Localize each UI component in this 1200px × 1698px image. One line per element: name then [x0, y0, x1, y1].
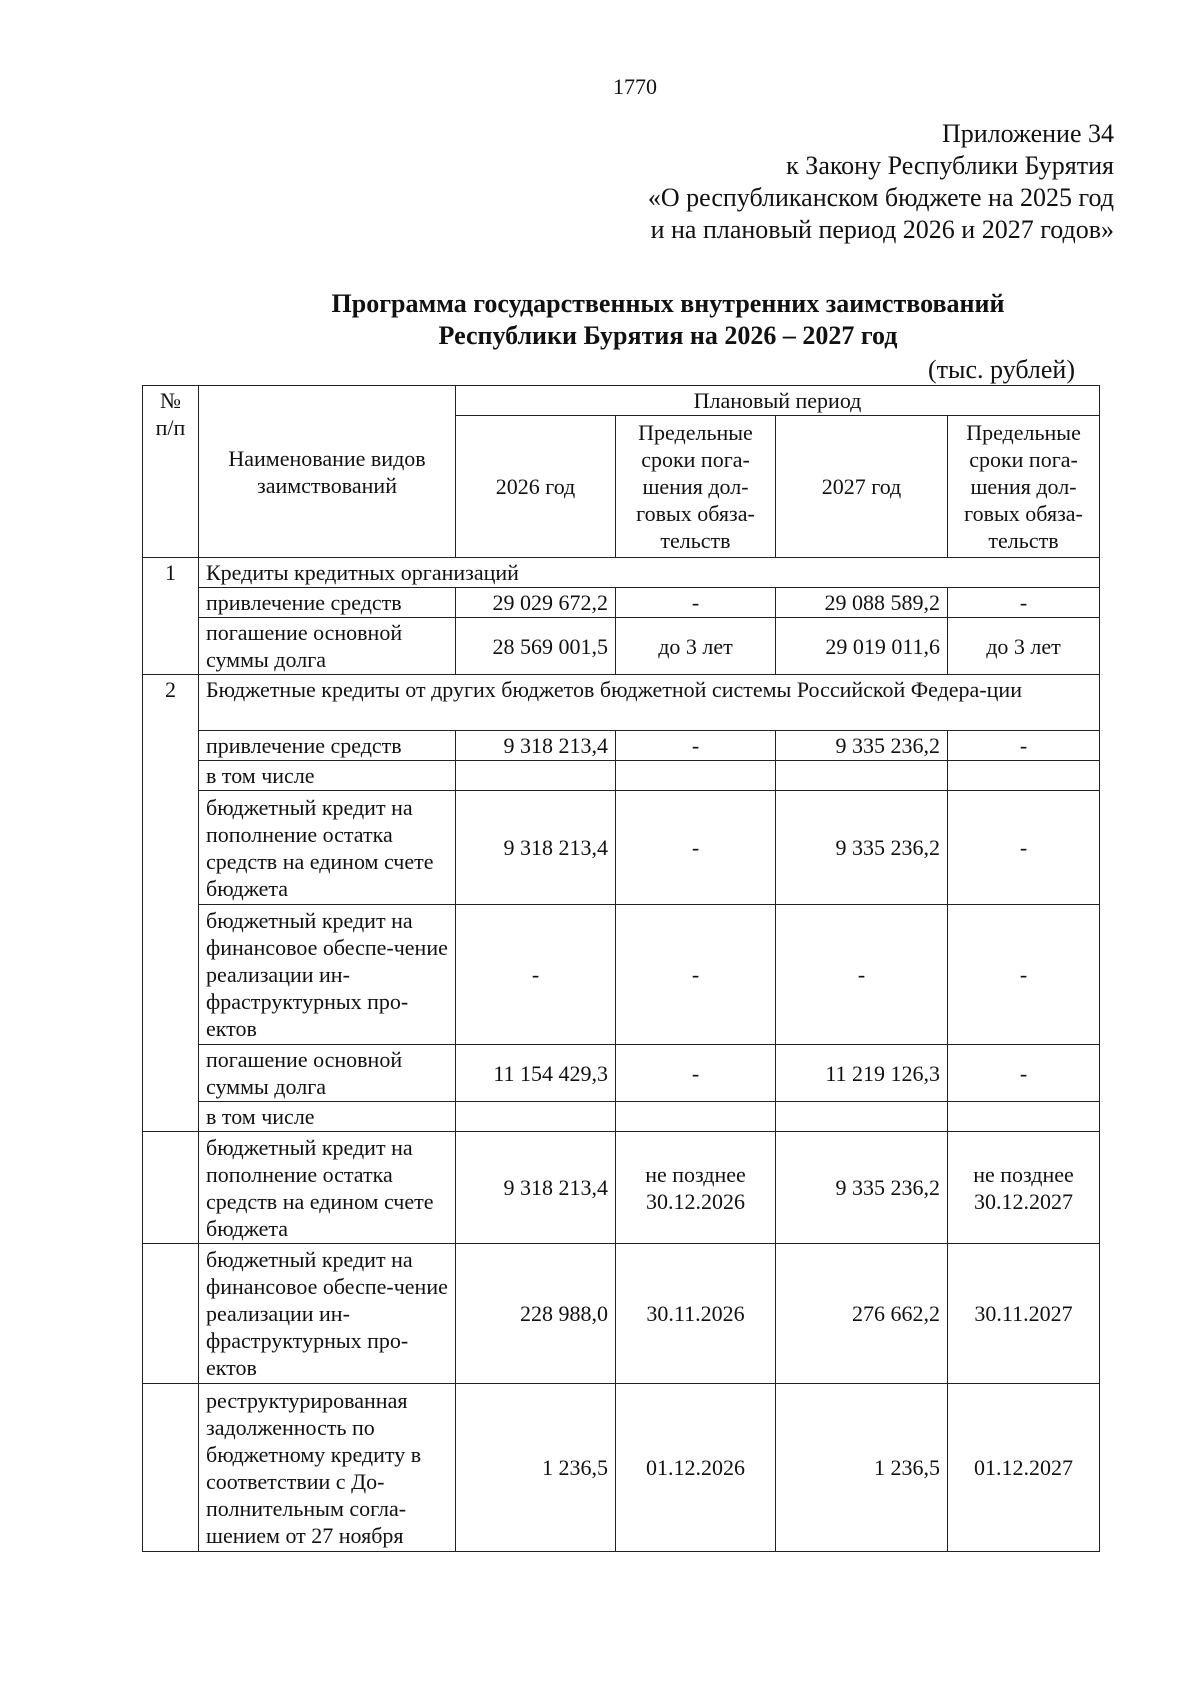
term-2026: до 3 лет	[616, 618, 776, 675]
header-year-2026: 2026 год	[456, 416, 616, 558]
term-2027: не позднее 30.12.2027	[948, 1132, 1100, 1244]
row-number-empty	[143, 1132, 199, 1244]
value-2026: 11 154 429,3	[456, 1045, 616, 1102]
table-row	[143, 731, 1100, 761]
value-2027: 9 335 236,2	[776, 731, 948, 761]
row-name: привлечение средств	[199, 588, 456, 618]
value-2027: 29 019 011,6	[776, 618, 948, 675]
table-row	[143, 761, 1100, 791]
term-2027: 30.11.2027	[948, 1244, 1100, 1384]
term-2026: 30.11.2026	[616, 1244, 776, 1384]
row-name: погашение основной суммы долга	[199, 618, 456, 675]
term-2026: -	[616, 588, 776, 618]
header-name: Наименование видов заимствований	[199, 386, 456, 558]
section-title: Кредиты кредитных организаций	[199, 558, 1100, 588]
value-2026	[456, 761, 616, 791]
table-row	[143, 1045, 1100, 1102]
value-2027: -	[776, 905, 948, 1045]
term-2027: до 3 лет	[948, 618, 1100, 675]
value-2027: 1 236,5	[776, 1384, 948, 1552]
term-2026: -	[616, 1045, 776, 1102]
document-title	[0, 288, 1200, 352]
row-name: в том числе	[199, 1102, 456, 1132]
annex-line-3: «О республиканском бюджете на 2025 год	[647, 183, 1114, 212]
term-2027: 01.12.2027	[948, 1384, 1100, 1552]
header-year-2027: 2027 год	[776, 416, 948, 558]
value-2026: 9 318 213,4	[456, 731, 616, 761]
value-2026: -	[456, 905, 616, 1045]
title-line-2: Республики Бурятия на 2026 – 2027 год	[438, 321, 898, 350]
row-name: бюджетный кредит на пополнение остатка средств на едином счете бюджета	[199, 791, 456, 905]
term-2026	[616, 761, 776, 791]
annex-reference	[648, 118, 1114, 246]
title-line-1: Программа государственных внутренних заимствований	[331, 289, 1005, 318]
term-2027: -	[948, 791, 1100, 905]
term-2027: -	[948, 731, 1100, 761]
term-2026: 01.12.2026	[616, 1384, 776, 1552]
row-name: бюджетный кредит на финансовое обеспе-чение реализации ин-фраструктурных про-ектов	[199, 905, 456, 1045]
term-2027: -	[948, 1045, 1100, 1102]
value-2026	[456, 1102, 616, 1132]
section-title: Бюджетные кредиты от других бюджетов бюджетной системы Российской Федера-ции	[199, 675, 1100, 731]
table-row	[143, 1244, 1100, 1384]
value-2027: 276 662,2	[776, 1244, 948, 1384]
header-term-2026: Предельные сроки пога-шения дол-говых обяза-тельств	[616, 416, 776, 558]
table-row	[143, 1102, 1100, 1132]
value-2026: 9 318 213,4	[456, 791, 616, 905]
value-2027: 9 335 236,2	[776, 791, 948, 905]
table-row	[143, 1384, 1100, 1552]
row-name: привлечение средств	[199, 731, 456, 761]
annex-line-4: и на плановый период 2026 и 2027 годов»	[650, 215, 1114, 244]
term-2027: -	[948, 588, 1100, 618]
value-2027	[776, 761, 948, 791]
section-number: 1	[143, 558, 199, 675]
term-2026: -	[616, 731, 776, 761]
table-row	[143, 1132, 1100, 1244]
header-row	[143, 386, 1100, 416]
table-row	[143, 618, 1100, 675]
value-2027: 9 335 236,2	[776, 1132, 948, 1244]
value-2026: 228 988,0	[456, 1244, 616, 1384]
header-term-2027: Предельные сроки пога-шения дол-говых обяза-тельств	[948, 416, 1100, 558]
row-name: бюджетный кредит на пополнение остатка средств на едином счете бюджета	[199, 1132, 456, 1244]
annex-line-1: Приложение 34	[941, 119, 1114, 148]
table-row	[143, 905, 1100, 1045]
table-row	[143, 588, 1100, 618]
row-name: погашение основной суммы долга	[199, 1045, 456, 1102]
term-2026	[616, 1102, 776, 1132]
row-number-empty	[143, 1244, 199, 1384]
value-2026: 29 029 672,2	[456, 588, 616, 618]
units-label: (тыс. рублей)	[927, 355, 1075, 384]
term-2027: -	[948, 905, 1100, 1045]
value-2026: 28 569 001,5	[456, 618, 616, 675]
value-2027	[776, 1102, 948, 1132]
term-2026: -	[616, 905, 776, 1045]
section-row	[143, 675, 1100, 731]
value-2027: 11 219 126,3	[776, 1045, 948, 1102]
row-name: бюджетный кредит на финансовое обеспе-чение реализации ин-фраструктурных про-ектов	[199, 1244, 456, 1384]
borrowings-table	[142, 385, 1100, 1552]
term-2026: не позднее 30.12.2026	[616, 1132, 776, 1244]
term-2027	[948, 761, 1100, 791]
row-number-empty	[143, 1384, 199, 1552]
section-row	[143, 558, 1100, 588]
table-row	[143, 791, 1100, 905]
row-name: в том числе	[199, 761, 456, 791]
value-2027: 29 088 589,2	[776, 588, 948, 618]
page-number: 1770	[613, 74, 657, 99]
header-num: № п/п	[143, 386, 199, 558]
header-planned-period: Плановый период	[456, 386, 1100, 416]
term-2026: -	[616, 791, 776, 905]
term-2027	[948, 1102, 1100, 1132]
value-2026: 9 318 213,4	[456, 1132, 616, 1244]
annex-line-2: к Закону Республики Бурятия	[786, 151, 1114, 180]
section-number: 2	[143, 675, 199, 1132]
row-name: реструктурированная задолженность по бюджетному кредиту в соответствии с До-полнительным согла-шением от 27 ноября	[199, 1384, 456, 1552]
value-2026: 1 236,5	[456, 1384, 616, 1552]
